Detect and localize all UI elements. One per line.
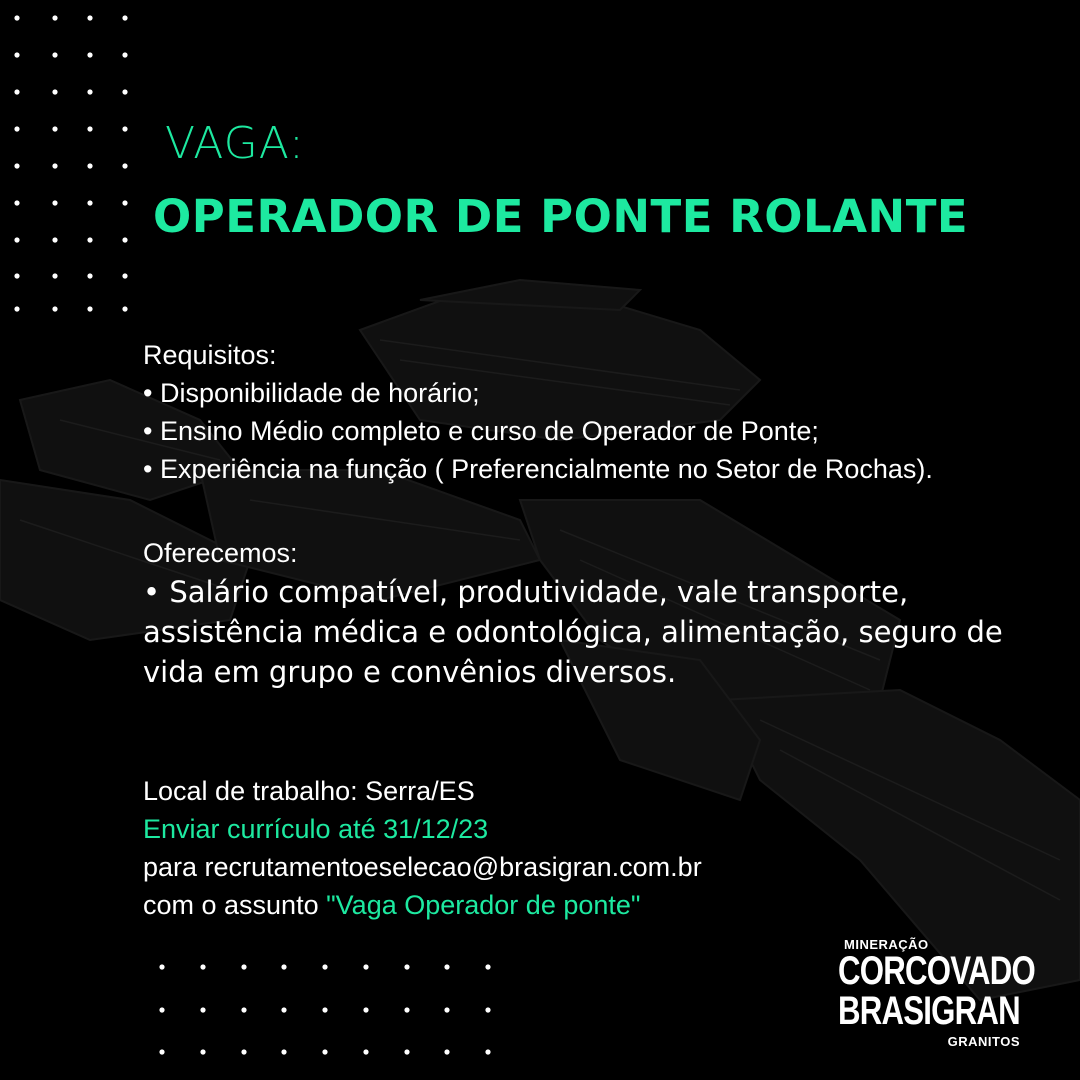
logo-line-2: BRASIGRAN [838,989,1020,1033]
logo-bottom-text: GRANITOS [947,1034,1020,1049]
dot-grid-top-left [10,8,140,318]
deadline-text: Enviar currículo até 31/12/23 [143,814,489,844]
company-logo [838,937,1035,1049]
offers-section [143,534,1063,692]
logo-line-1: CORCOVADO [838,949,1035,993]
offers-heading: Oferecemos: [143,538,298,568]
requirement-item: • Disponibilidade de horário; [143,378,480,408]
vaga-label: VAGA: [165,118,305,169]
contact-section [143,772,1043,924]
subject-text: "Vaga Operador de ponte" [326,890,641,920]
offers-text: • Salário compatível, produtividade, vale transporte, assistência médica e odontológica, alimentação, seguro de vida em grupo e convênios diversos. [143,575,1003,689]
dot-grid-bottom-left [150,955,510,1065]
requirement-item: • Ensino Médio completo e curso de Operador de Ponte; [143,416,819,446]
subject-prefix: com o assunto [143,890,327,920]
email-line[interactable]: para recrutamentoeselecao@brasigran.com.br [143,852,702,882]
requirements-section [143,336,1063,488]
requirements-heading: Requisitos: [143,340,277,370]
logo-top-text: MINERAÇÃO [844,937,929,952]
job-title: OPERADOR DE PONTE ROLANTE [153,190,969,243]
work-location: Local de trabalho: Serra/ES [143,776,475,806]
requirement-item: • Experiência na função ( Preferencialmente no Setor de Rochas). [143,454,933,484]
subject-line [143,886,1043,924]
